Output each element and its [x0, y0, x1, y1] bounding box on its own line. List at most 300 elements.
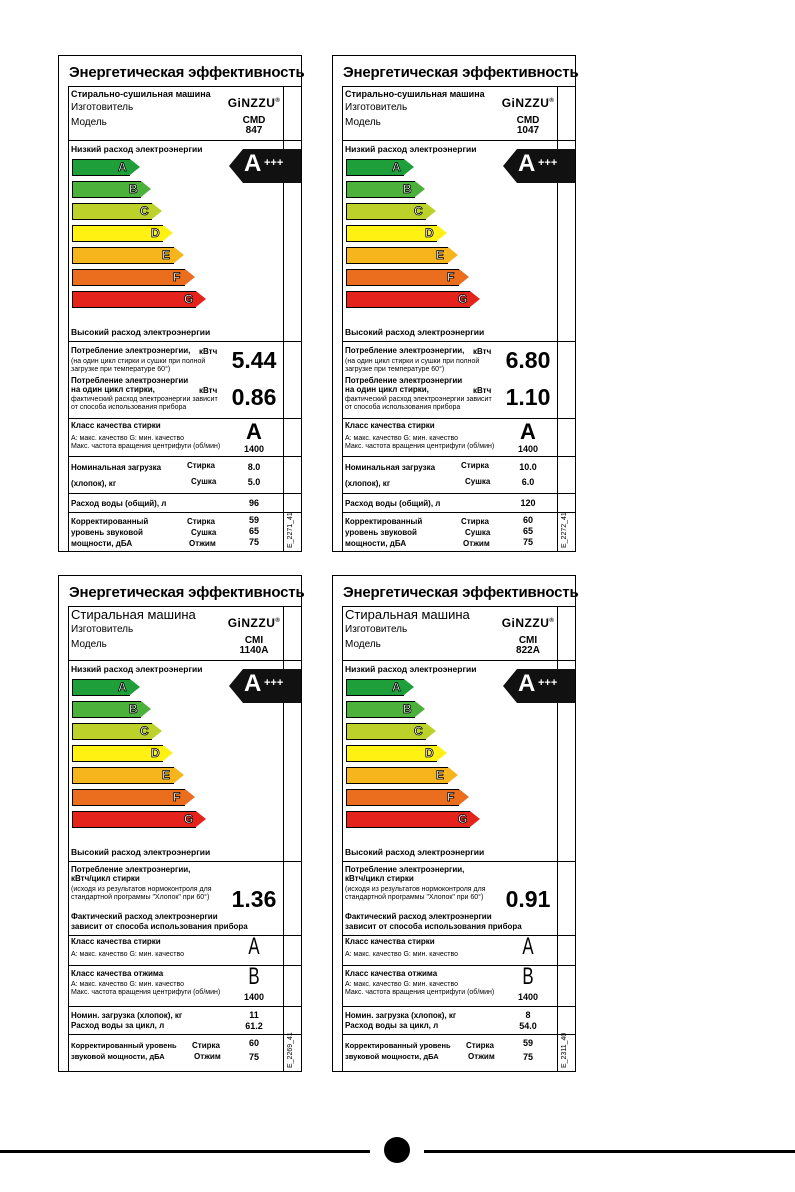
energy-bar-B [72, 181, 151, 198]
load-wash-label: Стирка [461, 461, 489, 470]
divider [68, 493, 301, 494]
consumption-value: 0.91 [505, 886, 551, 912]
energy-bar-letter: D [425, 746, 434, 760]
consumption-note-2: стандартной программы "Хлопок" при 60°) [71, 894, 210, 901]
brand-name: GiNZZU [227, 96, 276, 110]
energy-bar-letter: E [162, 768, 171, 782]
energy-bar-letter: A [392, 160, 401, 174]
wash-class-title: Класс качества стирки [345, 421, 435, 430]
divider [342, 512, 575, 513]
water-label: Расход воды (общий), л [345, 499, 441, 508]
consumption2-note-1: фактический расход электроэнергии зависит [71, 396, 218, 403]
energy-bar-D [72, 745, 173, 762]
energy-bar-fill [72, 247, 174, 264]
noise-spin-value: 75 [248, 537, 259, 547]
wash-class-note: A: макс. качество G: мин. качество [345, 951, 459, 958]
low-consumption-header: Низкий расход электроэнергии [71, 664, 203, 674]
energy-bar-tip [470, 811, 480, 827]
consumption2-value: 0.86 [231, 384, 277, 410]
label-title: Энергетическая эффективность [69, 64, 305, 81]
noise-label-3: мощности, дБА [345, 539, 407, 548]
load-wash-label: Стирка [187, 461, 215, 470]
energy-bar-tip [185, 789, 195, 805]
energy-bar-E [346, 767, 458, 784]
label-title: Энергетическая эффективность [343, 64, 579, 81]
brand-name: GiNZZU [501, 616, 550, 630]
manufacturer-label: Изготовитель [345, 102, 408, 113]
energy-bar-fill [72, 789, 185, 806]
consumption2-note-2: от способа использования прибора [345, 404, 461, 411]
model-line-2: 1140A [239, 645, 269, 656]
divider [342, 140, 575, 141]
energy-bar-B [346, 701, 425, 718]
model-line-1: CMI [518, 635, 538, 646]
energy-bar-letter: C [414, 724, 423, 738]
consumption2-title: Потребление электроэнергии [345, 376, 463, 385]
energy-bar-fill [72, 225, 163, 242]
energy-bar-letter: A [118, 160, 127, 174]
noise-dry-value: 65 [248, 526, 259, 536]
energy-bar-tip [415, 701, 425, 717]
noise-spin-value: 75 [522, 537, 533, 547]
high-consumption-header: Высокий расход электроэнергии [71, 847, 211, 857]
consumption-note-3: Фактический расход электроэнергии [345, 912, 492, 921]
consumption2-sub: на один цикл стирки, [71, 385, 155, 394]
consumption-note-1: (на один цикл стирки и сушки при полной [71, 358, 206, 365]
noise-spin-value: 75 [248, 1052, 259, 1062]
load-wash-value: 10.0 [519, 462, 537, 472]
energy-bar-letter: D [151, 746, 160, 760]
manufacturer-label: Изготовитель [71, 102, 134, 113]
energy-bar-letter: G [184, 812, 194, 826]
energy-bar-fill [72, 291, 196, 308]
wash-class-value: A [246, 419, 262, 444]
energy-bar-tip [437, 745, 447, 761]
energy-bar-tip [152, 723, 162, 739]
consumption-note-2: стандартной программы "Хлопок" при 60°) [345, 894, 484, 901]
energy-bar-tip [470, 291, 480, 307]
left-border [342, 86, 343, 551]
consumption-title: Потребление электроэнергии, [71, 346, 191, 355]
energy-bar-letter: E [162, 248, 171, 262]
spin-speed: 1400 [243, 444, 265, 454]
energy-bar-fill [346, 269, 459, 286]
energy-bar-G [72, 811, 206, 828]
energy-bar-F [72, 789, 195, 806]
energy-label-1 [58, 55, 305, 552]
energy-bar-B [72, 701, 151, 718]
energy-bar-fill [346, 789, 459, 806]
energy-bar-letter: B [403, 702, 412, 716]
load-label: Номинальная загрузка [345, 463, 436, 472]
energy-bar-tip [437, 225, 447, 241]
energy-bar-G [346, 811, 480, 828]
brand-name: GiNZZU [501, 96, 550, 110]
energy-bar-fill [72, 269, 185, 286]
energy-bar-tip [152, 203, 162, 219]
noise-wash-label: Стирка [461, 517, 489, 526]
divider [68, 86, 301, 87]
divider [342, 86, 575, 87]
load-label: Номинальная загрузка [71, 463, 162, 472]
load-unit: (хлопок), кг [345, 479, 391, 488]
brand-tm: ® [549, 618, 555, 624]
energy-bar-A [346, 159, 414, 176]
spin-speed: 1400 [517, 444, 539, 454]
energy-bar-F [72, 269, 195, 286]
divider [342, 861, 575, 862]
noise-label-2: уровень звуковой [71, 528, 143, 537]
wash-class-title: Класс качества стирки [345, 937, 435, 946]
label-title: Энергетическая эффективность [69, 584, 305, 601]
energy-bar-tip [174, 247, 184, 263]
energy-bar-fill [72, 811, 196, 828]
water-value: 120 [520, 498, 536, 508]
wash-class-note: A: макс. качество G: мин. качество [345, 435, 459, 442]
noise-wash-label: Стирка [466, 1041, 494, 1050]
machine-type: Стиральная машина [71, 607, 196, 622]
consumption-note-4: зависит от способа использования прибора [71, 922, 248, 931]
noise-label-2: звуковой мощности, дБА [345, 1052, 439, 1061]
wash-class-value: A [248, 933, 260, 960]
noise-label-1: Корректированный [71, 517, 149, 526]
energy-bar-C [72, 203, 162, 220]
wash-class-value: A [520, 419, 536, 444]
energy-bar-fill [346, 745, 437, 762]
energy-label-3 [58, 575, 305, 1072]
load-value: 11 [249, 1010, 259, 1020]
low-consumption-header: Низкий расход электроэнергии [345, 664, 477, 674]
noise-wash-label: Стирка [192, 1041, 220, 1050]
spin-class-note: A: макс. качество G: мин. качество [71, 981, 185, 988]
consumption-title-2: кВтч/цикл стирки [345, 874, 414, 883]
model-line-2: 822A [516, 645, 540, 656]
model-line-1: CMD [516, 115, 540, 126]
spin-class-note: A: макс. качество G: мин. качество [345, 981, 459, 988]
noise-dry-value: 65 [522, 526, 533, 536]
rating-letter: A [518, 150, 536, 177]
energy-bar-G [72, 291, 206, 308]
energy-bar-tip [426, 723, 436, 739]
brand-name: GiNZZU [227, 616, 276, 630]
spin-class-title: Класс качества отжима [71, 969, 164, 978]
load-wash-value: 8.0 [247, 462, 261, 472]
energy-bar-tip [404, 159, 414, 175]
consumption-note-2: загрузке при температуре 60°) [345, 366, 445, 373]
model-line-1: CMI [244, 635, 264, 646]
energy-label-4 [332, 575, 579, 1072]
consumption2-unit: кВтч [199, 386, 218, 395]
noise-wash-label: Стирка [187, 517, 215, 526]
spin-speed: 1400 [517, 992, 539, 1002]
load-dry-label: Сушка [191, 477, 217, 486]
energy-bar-letter: B [129, 182, 138, 196]
load-dry-value: 6.0 [521, 477, 535, 487]
divider [342, 456, 575, 457]
energy-bar-fill [72, 745, 163, 762]
energy-bar-letter: E [436, 248, 445, 262]
model-label: Модель [71, 639, 107, 650]
speed-note: Макс. частота вращения центрифуги (об/мин) [71, 443, 221, 450]
energy-bar-B [346, 181, 425, 198]
consumption-note-3: Фактический расход электроэнергии [71, 912, 218, 921]
noise-label-1: Корректированный уровень [71, 1041, 177, 1050]
energy-bar-tip [185, 269, 195, 285]
divider [68, 512, 301, 513]
page-dot [384, 1137, 410, 1163]
consumption-title: Потребление электроэнергии, [71, 865, 191, 874]
model-label: Модель [71, 117, 107, 128]
energy-bar-tip [426, 203, 436, 219]
energy-bar-tip [130, 679, 140, 695]
label-code: E_2272_41 [561, 512, 568, 548]
model-number [499, 116, 557, 136]
model-label: Модель [345, 117, 381, 128]
energy-bar-letter: F [173, 270, 181, 284]
divider [68, 1006, 301, 1007]
energy-bar-tip [448, 767, 458, 783]
rating-letter: A [244, 670, 262, 697]
brand-logo [225, 616, 283, 630]
rating-arrow [229, 669, 301, 703]
energy-bar-letter: G [458, 812, 468, 826]
spin-speed: 1400 [243, 992, 265, 1002]
divider [342, 1006, 575, 1007]
machine-type: Стирально-сушильная машина [345, 89, 485, 99]
energy-bar-tip [196, 811, 206, 827]
model-number [499, 636, 557, 656]
high-consumption-header: Высокий расход электроэнергии [345, 327, 485, 337]
brand-tm: ® [275, 98, 281, 104]
energy-bar-F [346, 269, 469, 286]
water-value: 96 [248, 498, 259, 508]
energy-bar-letter: C [414, 204, 423, 218]
wash-class-note: A: макс. качество G: мин. качество [71, 951, 185, 958]
consumption-value: 1.36 [231, 886, 277, 912]
noise-wash-value: 59 [248, 515, 259, 525]
water-label: Расход воды за цикл, л [345, 1021, 439, 1030]
wash-class-note: A: макс. качество G: мин. качество [71, 435, 185, 442]
model-line-2: 847 [245, 125, 263, 136]
noise-spin-value: 75 [522, 1052, 533, 1062]
energy-bar-letter: G [184, 292, 194, 306]
brand-logo [499, 616, 557, 630]
energy-bar-F [346, 789, 469, 806]
noise-spin-label: Отжим [468, 1052, 495, 1061]
rating-arrow [229, 149, 301, 183]
brand-tm: ® [275, 618, 281, 624]
consumption-value: 6.80 [505, 347, 551, 373]
energy-bar-tip [141, 701, 151, 717]
noise-spin-label: Отжим [194, 1052, 221, 1061]
energy-bar-A [72, 679, 140, 696]
spin-class-value: B [522, 963, 534, 990]
energy-bar-fill [346, 811, 470, 828]
energy-bar-E [72, 247, 184, 264]
energy-bar-fill [346, 291, 470, 308]
energy-bar-letter: C [140, 204, 149, 218]
energy-bar-letter: D [425, 226, 434, 240]
rating-plus: +++ [538, 157, 558, 169]
noise-spin-label: Отжим [463, 539, 490, 548]
rating-plus: +++ [264, 157, 284, 169]
rating-letter: A [518, 670, 536, 697]
divider [342, 660, 575, 661]
speed-note: Макс. частота вращения центрифуги (об/мин) [345, 443, 495, 450]
machine-type: Стирально-сушильная машина [71, 89, 211, 99]
energy-bar-fill [346, 247, 448, 264]
energy-bar-fill [346, 767, 448, 784]
noise-wash-value: 60 [248, 1038, 259, 1048]
high-consumption-header: Высокий расход электроэнергии [71, 327, 211, 337]
energy-bar-tip [459, 269, 469, 285]
brand-tm: ® [549, 98, 555, 104]
energy-bar-letter: D [151, 226, 160, 240]
energy-bar-E [346, 247, 458, 264]
energy-bar-letter: F [173, 790, 181, 804]
rating-plus: +++ [264, 677, 284, 689]
label-code: E_2269_41 [287, 1032, 294, 1068]
brand-logo [225, 96, 283, 110]
energy-bar-letter: C [140, 724, 149, 738]
water-value: 61.2 [245, 1021, 263, 1031]
noise-spin-label: Отжим [189, 539, 216, 548]
energy-bar-tip [415, 181, 425, 197]
energy-bar-C [72, 723, 162, 740]
model-number [225, 116, 283, 136]
speed-note: Макс. частота вращения центрифуги (об/мин) [71, 989, 221, 996]
noise-label-2: звуковой мощности, дБА [71, 1052, 165, 1061]
divider [68, 456, 301, 457]
load-value: 8 [525, 1010, 531, 1020]
footer-line-left [0, 1150, 370, 1153]
energy-bar-E [72, 767, 184, 784]
noise-label-2: уровень звуковой [345, 528, 417, 537]
noise-label-1: Корректированный [345, 517, 423, 526]
energy-bar-letter: A [392, 680, 401, 694]
consumption2-unit: кВтч [473, 386, 492, 395]
energy-bar-tip [130, 159, 140, 175]
left-border [342, 606, 343, 1071]
energy-bar-tip [163, 745, 173, 761]
manufacturer-label: Изготовитель [71, 624, 134, 635]
noise-label-1: Корректированный уровень [345, 1041, 451, 1050]
water-label: Расход воды (общий), л [71, 499, 167, 508]
noise-wash-value: 60 [522, 515, 533, 525]
model-line-2: 1047 [516, 125, 540, 136]
model-number [225, 636, 283, 656]
load-dry-label: Сушка [465, 477, 491, 486]
noise-label-3: мощности, дБА [71, 539, 133, 548]
energy-bar-D [72, 225, 173, 242]
noise-dry-label: Сушка [465, 528, 491, 537]
label-code: E_2311_40 [561, 1032, 568, 1068]
consumption-note-1: (исходя из результатов нормоконтроля для [71, 886, 212, 893]
manufacturer-label: Изготовитель [345, 624, 408, 635]
energy-bar-C [346, 723, 436, 740]
brand-logo [499, 96, 557, 110]
energy-bar-D [346, 225, 447, 242]
load-label: Номин. загрузка (хлопок), кг [71, 1011, 183, 1020]
divider [68, 341, 301, 342]
energy-bar-letter: F [447, 270, 455, 284]
consumption2-note-1: фактический расход электроэнергии зависит [345, 396, 492, 403]
load-unit: (хлопок), кг [71, 479, 117, 488]
energy-bar-fill [346, 225, 437, 242]
rating-plus: +++ [538, 677, 558, 689]
consumption-value: 5.44 [231, 347, 277, 373]
energy-bar-letter: E [436, 768, 445, 782]
energy-bar-letter: F [447, 790, 455, 804]
energy-bar-tip [174, 767, 184, 783]
divider [342, 493, 575, 494]
consumption-title: Потребление электроэнергии, [345, 865, 465, 874]
left-border [68, 86, 69, 551]
energy-bar-tip [404, 679, 414, 695]
model-label: Модель [345, 639, 381, 650]
energy-bar-letter: B [403, 182, 412, 196]
rating-arrow [503, 149, 575, 183]
consumption-unit: кВтч [199, 347, 218, 356]
energy-bar-tip [459, 789, 469, 805]
divider [68, 1034, 301, 1035]
consumption2-sub: на один цикл стирки, [345, 385, 429, 394]
load-dry-value: 5.0 [247, 477, 261, 487]
wash-class-title: Класс качества стирки [71, 421, 161, 430]
energy-label-2 [332, 55, 579, 552]
consumption2-title: Потребление электроэнергии [71, 376, 189, 385]
high-consumption-header: Высокий расход электроэнергии [345, 847, 485, 857]
water-label: Расход воды за цикл, л [71, 1021, 165, 1030]
energy-bar-letter: A [118, 680, 127, 694]
divider [68, 861, 301, 862]
low-consumption-header: Низкий расход электроэнергии [345, 144, 477, 154]
divider [68, 140, 301, 141]
consumption-title: Потребление электроэнергии, [345, 346, 465, 355]
consumption-unit: кВтч [473, 347, 492, 356]
energy-bar-A [346, 679, 414, 696]
energy-bar-fill [72, 767, 174, 784]
consumption-note-1: (на один цикл стирки и сушки при полной [345, 358, 480, 365]
consumption2-value: 1.10 [505, 384, 551, 410]
wash-class-title: Класс качества стирки [71, 937, 161, 946]
label-code: E_2271_41 [287, 512, 294, 548]
divider [342, 1034, 575, 1035]
model-line-1: CMD [242, 115, 266, 126]
left-border [68, 606, 69, 1071]
divider [68, 660, 301, 661]
spin-class-title: Класс качества отжима [345, 969, 438, 978]
rating-arrow [503, 669, 575, 703]
energy-bar-tip [448, 247, 458, 263]
energy-bar-letter: B [129, 702, 138, 716]
water-value: 54.0 [519, 1021, 537, 1031]
rating-letter: A [244, 150, 262, 177]
load-label: Номин. загрузка (хлопок), кг [345, 1011, 457, 1020]
consumption-note-4: зависит от способа использования прибора [345, 922, 522, 931]
consumption-note-2: загрузке при температуре 60°) [71, 366, 171, 373]
divider [342, 341, 575, 342]
spin-class-value: B [248, 963, 260, 990]
low-consumption-header: Низкий расход электроэнергии [71, 144, 203, 154]
energy-bar-A [72, 159, 140, 176]
energy-bar-D [346, 745, 447, 762]
energy-bar-tip [163, 225, 173, 241]
speed-note: Макс. частота вращения центрифуги (об/мин) [345, 989, 495, 996]
energy-bar-G [346, 291, 480, 308]
wash-class-value: A [522, 933, 534, 960]
noise-dry-label: Сушка [191, 528, 217, 537]
